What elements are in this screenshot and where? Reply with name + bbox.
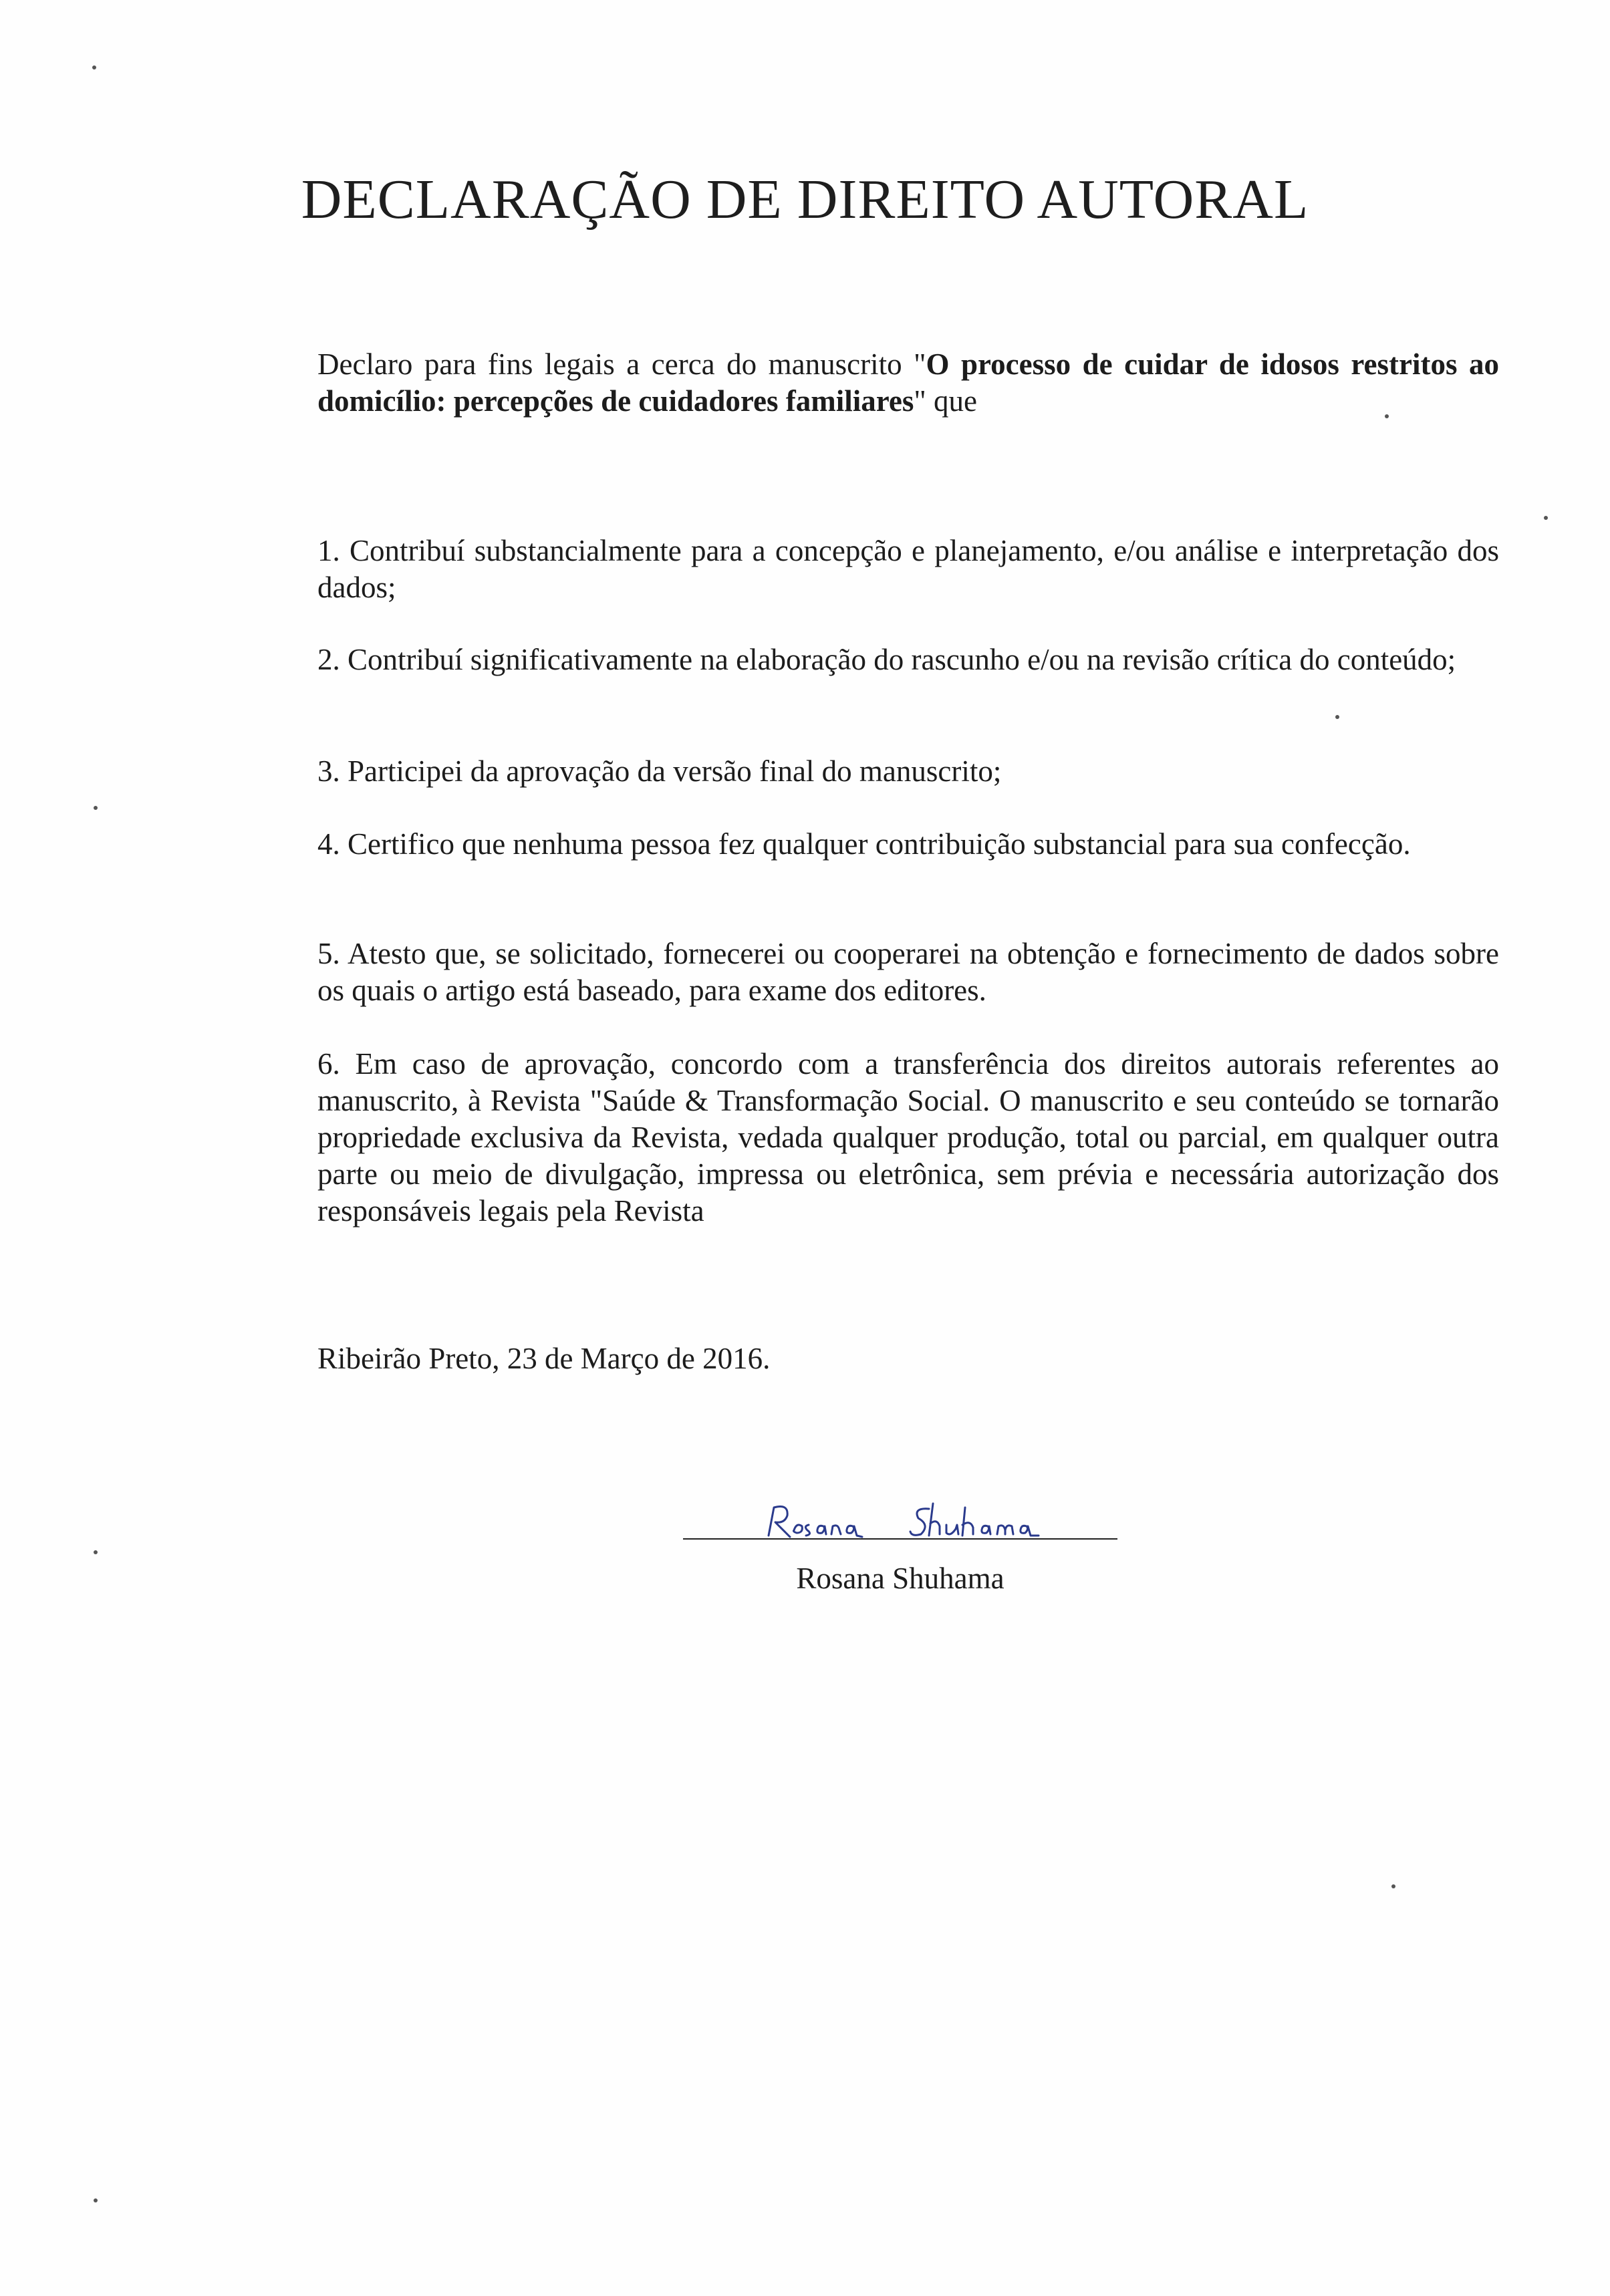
- scan-speck: [94, 2198, 98, 2202]
- manuscript-title: O processo de cuidar de idosos restritos ao domicílio: percepções de cuidadores familiares: [317, 347, 1499, 418]
- intro-paragraph: [317, 346, 1499, 420]
- scan-speck: [1335, 715, 1339, 719]
- declaration-item-4: 4. Certifico que nenhuma pessoa fez qualquer contribuição substancial para sua confecção.: [317, 827, 1411, 861]
- place-and-date: Ribeirão Preto, 23 de Março de 2016.: [317, 1342, 771, 1375]
- signature-line: [683, 1538, 1117, 1540]
- scan-speck: [94, 806, 98, 810]
- signer-name: Rosana Shuhama: [796, 1562, 1004, 1595]
- declaration-item-1: 1. Contribuí substancialmente para a concepção e planejamento, e/ou análise e interpretação dos dados;: [317, 534, 1499, 604]
- scan-speck: [1391, 1884, 1395, 1888]
- scan-speck: [1544, 516, 1548, 520]
- declaration-item-3: 3. Participei da aprovação da versão final do manuscrito;: [317, 754, 1002, 788]
- intro-lead: Declaro para fins legais a cerca do manuscrito ": [317, 347, 926, 381]
- handwritten-signature: [762, 1495, 1083, 1549]
- declaration-item-6: 6. Em caso de aprovação, concordo com a transferência dos direitos autorais referentes ao manuscrito, à Revista "Saúde & Transformação Social. O manuscrito e seu conteúdo se tornarão propriedade exclusiva da Revista, vedada qualquer produção, total ou parcial, em qualquer outra parte ou meio de divulgação, impressa ou eletrônica, sem prévia e necessária autorização dos responsáveis legais pela Revista: [317, 1047, 1499, 1228]
- intro-tail: " que: [914, 384, 977, 418]
- document-title: DECLARAÇÃO DE DIREITO AUTORAL: [301, 168, 1309, 231]
- declaration-item-2: 2. Contribuí significativamente na elaboração do rascunho e/ou na revisão crítica do conteúdo;: [317, 643, 1456, 676]
- declaration-item-5: 5. Atesto que, se solicitado, fornecerei ou cooperarei na obtenção e fornecimento de dados sobre os quais o artigo está baseado, para exame dos editores.: [317, 937, 1499, 1007]
- scan-speck: [1385, 414, 1389, 418]
- scan-speck: [92, 65, 96, 69]
- scan-speck: [94, 1550, 98, 1554]
